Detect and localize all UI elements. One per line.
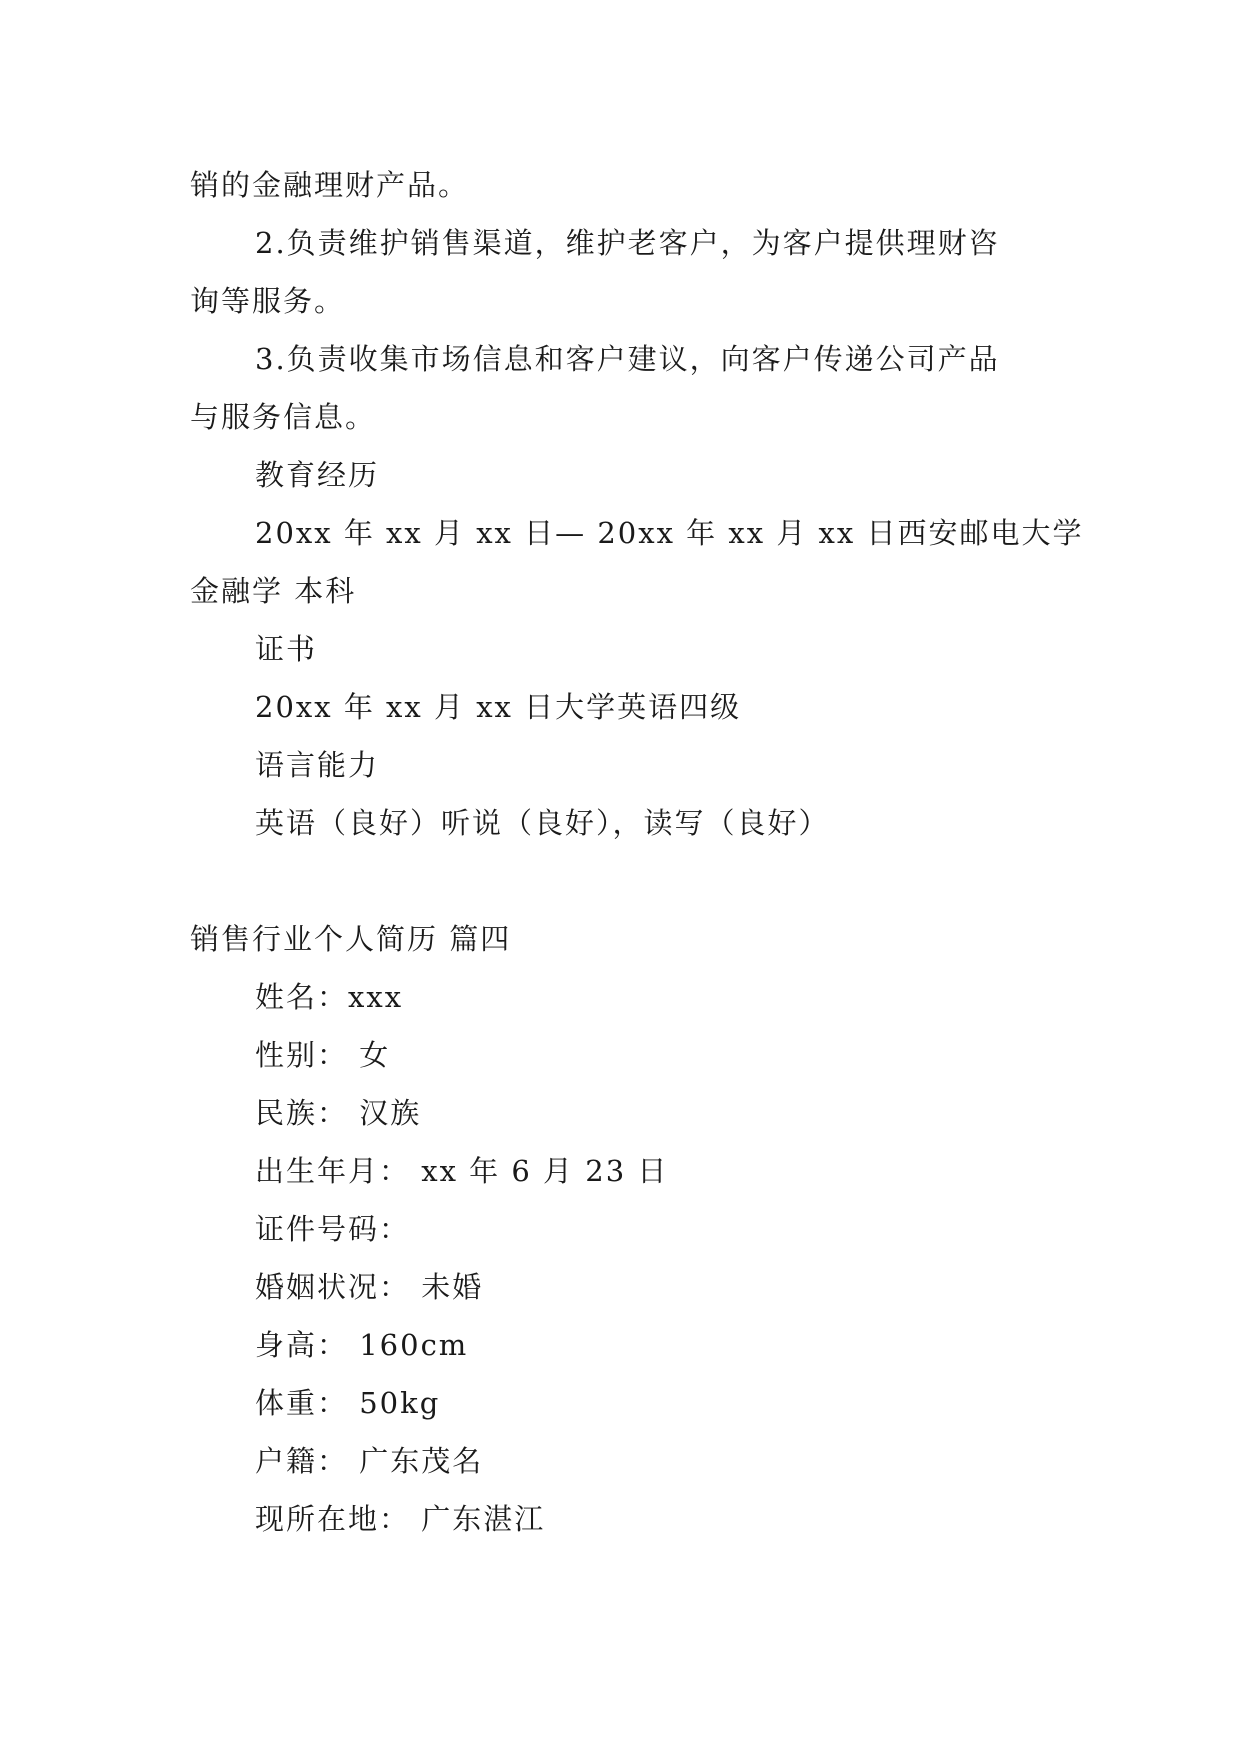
personal-info-birthdate: 出生年月： xx 年 6 月 23 日 — [255, 1154, 669, 1188]
education-entry: 20xx 年 xx 月 xx 日— 20xx 年 xx 月 xx 日西安邮电大学 — [255, 516, 1084, 550]
certificate-entry: 20xx 年 xx 月 xx 日大学英语四级 — [255, 690, 742, 724]
paragraph-line: 与服务信息。 — [190, 400, 377, 434]
education-entry: 金融学 本科 — [190, 574, 357, 608]
section-heading: 语言能力 — [255, 748, 380, 782]
section-heading: 教育经历 — [255, 458, 380, 492]
personal-info-household: 户籍： 广东茂名 — [255, 1444, 484, 1478]
personal-info-gender: 性别： 女 — [255, 1038, 391, 1072]
paragraph-line: 询等服务。 — [190, 284, 346, 318]
section-heading: 证书 — [255, 632, 318, 666]
personal-info-weight: 体重： 50kg — [255, 1386, 441, 1420]
resume-title: 销售行业个人简历 篇四 — [190, 922, 512, 956]
personal-info-marital-status: 婚姻状况： 未婚 — [255, 1270, 484, 1304]
personal-info-id-number: 证件号码： — [255, 1212, 411, 1246]
paragraph-line: 3.负责收集市场信息和客户建议，向客户传递公司产品 — [255, 342, 1000, 376]
paragraph-line: 销的金融理财产品。 — [190, 168, 470, 202]
personal-info-location: 现所在地： 广东湛江 — [255, 1502, 546, 1536]
language-entry: 英语（良好）听说（良好），读写（良好） — [255, 806, 830, 840]
personal-info-ethnicity: 民族： 汉族 — [255, 1096, 422, 1130]
personal-info-height: 身高： 160cm — [255, 1328, 469, 1362]
personal-info-name: 姓名：xxx — [255, 980, 404, 1014]
paragraph-line: 2.负责维护销售渠道，维护老客户，为客户提供理财咨 — [255, 226, 1000, 260]
